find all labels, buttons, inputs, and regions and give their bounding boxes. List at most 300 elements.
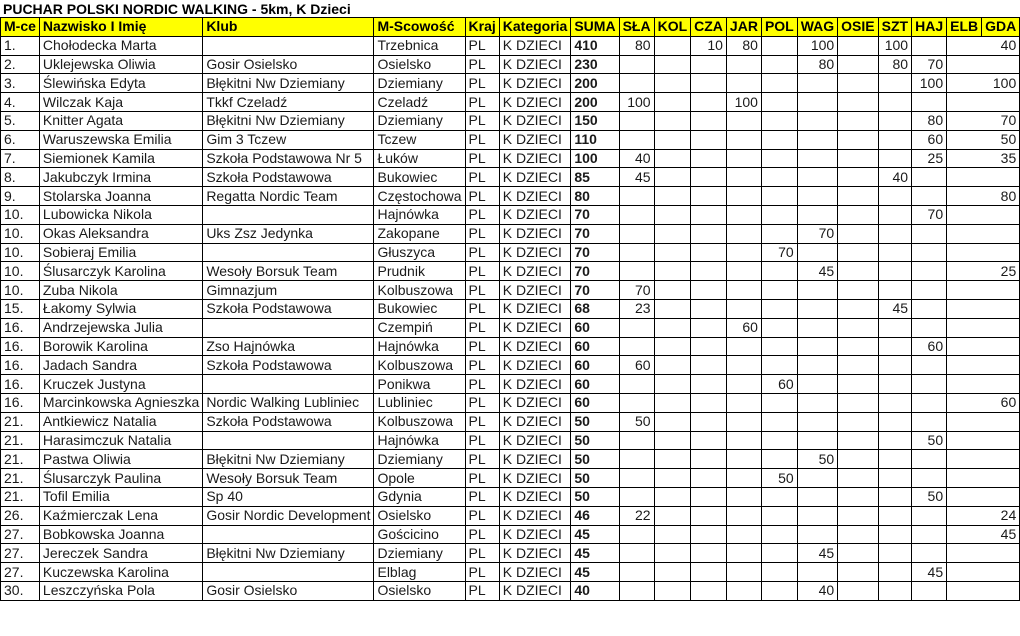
table-cell[interactable]: Waruszewska Emilia — [39, 130, 202, 149]
table-cell[interactable] — [619, 375, 654, 394]
table-cell[interactable] — [912, 544, 947, 563]
table-cell[interactable] — [838, 168, 878, 187]
table-cell[interactable]: 70 — [571, 224, 619, 243]
table-cell[interactable] — [912, 375, 947, 394]
table-cell[interactable]: K DZIECI — [499, 450, 571, 469]
table-cell[interactable] — [619, 450, 654, 469]
table-cell[interactable] — [726, 130, 761, 149]
table-cell[interactable]: Kolbuszowa — [374, 281, 465, 300]
table-cell[interactable]: PL — [465, 55, 499, 74]
table-cell[interactable]: 50 — [571, 487, 619, 506]
table-cell[interactable] — [947, 55, 1020, 74]
table-cell[interactable]: Gościcino — [374, 525, 465, 544]
table-cell[interactable] — [691, 55, 727, 74]
table-cell[interactable]: 60 — [912, 130, 947, 149]
table-cell[interactable] — [761, 224, 797, 243]
table-cell[interactable] — [912, 299, 947, 318]
table-cell[interactable] — [838, 487, 878, 506]
table-cell[interactable] — [878, 431, 911, 450]
table-cell[interactable] — [947, 168, 1020, 187]
table-cell[interactable] — [838, 525, 878, 544]
table-cell[interactable] — [761, 36, 797, 55]
table-cell[interactable] — [654, 375, 691, 394]
column-header[interactable]: POL — [761, 18, 797, 37]
table-cell[interactable] — [726, 563, 761, 582]
column-header[interactable]: Kraj — [465, 18, 499, 37]
table-cell[interactable]: 45 — [571, 563, 619, 582]
table-cell[interactable] — [838, 393, 878, 412]
table-cell[interactable]: 70 — [571, 205, 619, 224]
table-cell[interactable]: Knitter Agata — [39, 111, 202, 130]
table-cell[interactable]: 80 — [912, 111, 947, 130]
table-cell[interactable] — [878, 243, 911, 262]
table-cell[interactable] — [726, 262, 761, 281]
table-cell[interactable]: K DZIECI — [499, 299, 571, 318]
table-cell[interactable] — [838, 337, 878, 356]
table-cell[interactable] — [838, 469, 878, 488]
table-cell[interactable]: 80 — [797, 55, 837, 74]
table-cell[interactable] — [203, 36, 374, 55]
table-cell[interactable]: 60 — [619, 356, 654, 375]
table-cell[interactable] — [654, 563, 691, 582]
table-cell[interactable] — [878, 281, 911, 300]
table-cell[interactable] — [619, 337, 654, 356]
table-cell[interactable] — [838, 224, 878, 243]
table-cell[interactable]: K DZIECI — [499, 318, 571, 337]
table-cell[interactable] — [691, 205, 727, 224]
table-cell[interactable] — [878, 469, 911, 488]
table-cell[interactable]: 60 — [947, 393, 1020, 412]
table-cell[interactable]: Czeladź — [374, 93, 465, 112]
table-cell[interactable] — [654, 431, 691, 450]
table-cell[interactable] — [203, 243, 374, 262]
table-cell[interactable] — [838, 581, 878, 600]
table-cell[interactable] — [878, 544, 911, 563]
table-cell[interactable]: Gim 3 Tczew — [203, 130, 374, 149]
table-cell[interactable]: K DZIECI — [499, 224, 571, 243]
table-cell[interactable]: Wesoły Borsuk Team — [203, 469, 374, 488]
table-cell[interactable]: 45 — [878, 299, 911, 318]
table-cell[interactable] — [726, 55, 761, 74]
table-cell[interactable]: 85 — [571, 168, 619, 187]
table-cell[interactable] — [654, 544, 691, 563]
table-cell[interactable] — [797, 168, 837, 187]
table-cell[interactable] — [838, 544, 878, 563]
table-cell[interactable] — [878, 487, 911, 506]
table-cell[interactable]: 80 — [947, 187, 1020, 206]
table-cell[interactable] — [878, 506, 911, 525]
table-cell[interactable]: 60 — [571, 337, 619, 356]
table-cell[interactable] — [761, 450, 797, 469]
table-cell[interactable] — [797, 356, 837, 375]
column-header[interactable]: M-Scowość — [374, 18, 465, 37]
table-cell[interactable] — [761, 205, 797, 224]
table-cell[interactable] — [878, 450, 911, 469]
table-cell[interactable] — [761, 393, 797, 412]
table-cell[interactable]: K DZIECI — [499, 393, 571, 412]
table-cell[interactable]: 10. — [1, 205, 40, 224]
table-cell[interactable] — [761, 55, 797, 74]
table-cell[interactable]: Tofil Emilia — [39, 487, 202, 506]
table-cell[interactable]: 50 — [912, 487, 947, 506]
table-cell[interactable] — [878, 111, 911, 130]
table-cell[interactable] — [838, 74, 878, 93]
table-cell[interactable]: PL — [465, 356, 499, 375]
table-cell[interactable] — [912, 93, 947, 112]
table-cell[interactable] — [947, 281, 1020, 300]
table-cell[interactable] — [878, 187, 911, 206]
table-cell[interactable] — [838, 356, 878, 375]
table-cell[interactable]: Jakubczyk Irmina — [39, 168, 202, 187]
table-cell[interactable] — [691, 243, 727, 262]
table-cell[interactable]: Wesoły Borsuk Team — [203, 262, 374, 281]
table-cell[interactable] — [878, 375, 911, 394]
table-cell[interactable] — [691, 337, 727, 356]
table-cell[interactable] — [878, 393, 911, 412]
table-cell[interactable] — [654, 149, 691, 168]
table-cell[interactable]: 25 — [912, 149, 947, 168]
table-cell[interactable] — [619, 205, 654, 224]
table-cell[interactable]: Osielsko — [374, 581, 465, 600]
table-cell[interactable]: 70 — [571, 243, 619, 262]
table-cell[interactable] — [654, 318, 691, 337]
table-cell[interactable] — [761, 299, 797, 318]
table-cell[interactable]: 60 — [726, 318, 761, 337]
table-cell[interactable]: 50 — [571, 431, 619, 450]
table-cell[interactable] — [947, 450, 1020, 469]
table-cell[interactable] — [838, 93, 878, 112]
table-cell[interactable]: 46 — [571, 506, 619, 525]
table-cell[interactable]: Gimnazjum — [203, 281, 374, 300]
table-cell[interactable] — [947, 337, 1020, 356]
table-cell[interactable] — [838, 375, 878, 394]
table-cell[interactable] — [912, 393, 947, 412]
table-cell[interactable]: K DZIECI — [499, 356, 571, 375]
table-cell[interactable] — [691, 149, 727, 168]
table-cell[interactable] — [654, 224, 691, 243]
table-cell[interactable]: K DZIECI — [499, 431, 571, 450]
table-cell[interactable] — [654, 337, 691, 356]
table-cell[interactable] — [878, 525, 911, 544]
table-cell[interactable] — [726, 581, 761, 600]
table-cell[interactable]: 10. — [1, 224, 40, 243]
table-cell[interactable]: 50 — [619, 412, 654, 431]
table-cell[interactable]: 40 — [947, 36, 1020, 55]
table-cell[interactable]: 16. — [1, 375, 40, 394]
table-cell[interactable]: PL — [465, 506, 499, 525]
table-cell[interactable] — [726, 412, 761, 431]
table-cell[interactable] — [761, 356, 797, 375]
table-cell[interactable]: 21. — [1, 487, 40, 506]
table-cell[interactable] — [797, 337, 837, 356]
table-cell[interactable] — [691, 187, 727, 206]
table-cell[interactable]: Szkoła Podstawowa — [203, 299, 374, 318]
table-cell[interactable]: Lubowicka Nikola — [39, 205, 202, 224]
table-cell[interactable]: Błękitni Nw Dziemiany — [203, 74, 374, 93]
table-cell[interactable]: Częstochowa — [374, 187, 465, 206]
table-cell[interactable] — [654, 205, 691, 224]
column-header[interactable]: M-ce — [1, 18, 40, 37]
table-cell[interactable] — [912, 450, 947, 469]
table-cell[interactable] — [912, 168, 947, 187]
table-cell[interactable] — [912, 36, 947, 55]
table-cell[interactable]: 21. — [1, 469, 40, 488]
table-cell[interactable]: K DZIECI — [499, 130, 571, 149]
table-cell[interactable]: K DZIECI — [499, 74, 571, 93]
table-cell[interactable]: K DZIECI — [499, 337, 571, 356]
table-cell[interactable]: Pastwa Oliwia — [39, 450, 202, 469]
table-cell[interactable] — [654, 299, 691, 318]
table-cell[interactable]: Stolarska Joanna — [39, 187, 202, 206]
table-cell[interactable]: Antkiewicz Natalia — [39, 412, 202, 431]
table-cell[interactable]: Okas Aleksandra — [39, 224, 202, 243]
table-cell[interactable]: 16. — [1, 318, 40, 337]
table-cell[interactable] — [691, 450, 727, 469]
table-cell[interactable] — [947, 544, 1020, 563]
table-cell[interactable] — [878, 93, 911, 112]
table-cell[interactable]: PL — [465, 281, 499, 300]
table-cell[interactable]: PL — [465, 563, 499, 582]
table-cell[interactable] — [912, 525, 947, 544]
table-cell[interactable]: PL — [465, 318, 499, 337]
table-cell[interactable] — [691, 93, 727, 112]
table-cell[interactable] — [761, 506, 797, 525]
table-cell[interactable]: Dziemiany — [374, 544, 465, 563]
table-cell[interactable]: Bobkowska Joanna — [39, 525, 202, 544]
table-cell[interactable] — [619, 55, 654, 74]
table-cell[interactable] — [691, 299, 727, 318]
table-cell[interactable]: 40 — [619, 149, 654, 168]
table-cell[interactable]: Tczew — [374, 130, 465, 149]
table-cell[interactable] — [797, 130, 837, 149]
table-cell[interactable] — [912, 224, 947, 243]
table-cell[interactable]: Szkoła Podstawowa Nr 5 — [203, 149, 374, 168]
table-cell[interactable]: 45 — [797, 262, 837, 281]
table-cell[interactable] — [691, 506, 727, 525]
table-cell[interactable] — [726, 431, 761, 450]
table-cell[interactable]: Dziemiany — [374, 450, 465, 469]
column-header[interactable]: GDA — [982, 18, 1020, 37]
table-cell[interactable] — [691, 487, 727, 506]
table-cell[interactable]: 70 — [912, 55, 947, 74]
table-cell[interactable] — [878, 224, 911, 243]
table-cell[interactable] — [691, 356, 727, 375]
table-cell[interactable] — [912, 412, 947, 431]
table-cell[interactable] — [797, 205, 837, 224]
table-cell[interactable] — [947, 487, 1020, 506]
table-cell[interactable]: 27. — [1, 525, 40, 544]
table-cell[interactable] — [619, 130, 654, 149]
table-cell[interactable] — [654, 487, 691, 506]
table-cell[interactable]: K DZIECI — [499, 506, 571, 525]
table-cell[interactable]: Borowik Karolina — [39, 337, 202, 356]
table-cell[interactable]: K DZIECI — [499, 111, 571, 130]
table-cell[interactable]: K DZIECI — [499, 205, 571, 224]
table-cell[interactable] — [726, 205, 761, 224]
table-cell[interactable]: 100 — [619, 93, 654, 112]
table-cell[interactable] — [797, 318, 837, 337]
table-cell[interactable]: K DZIECI — [499, 187, 571, 206]
table-cell[interactable]: K DZIECI — [499, 262, 571, 281]
table-cell[interactable] — [619, 187, 654, 206]
table-cell[interactable] — [912, 262, 947, 281]
table-cell[interactable]: 21. — [1, 412, 40, 431]
table-cell[interactable] — [761, 581, 797, 600]
table-cell[interactable] — [761, 318, 797, 337]
table-cell[interactable] — [838, 205, 878, 224]
table-cell[interactable] — [838, 450, 878, 469]
table-cell[interactable]: K DZIECI — [499, 375, 571, 394]
table-cell[interactable]: 21. — [1, 431, 40, 450]
table-cell[interactable] — [726, 74, 761, 93]
table-cell[interactable] — [797, 506, 837, 525]
table-cell[interactable] — [947, 224, 1020, 243]
table-cell[interactable] — [726, 375, 761, 394]
table-cell[interactable] — [947, 431, 1020, 450]
table-cell[interactable]: Kaźmierczak Lena — [39, 506, 202, 525]
column-header[interactable]: KOL — [654, 18, 691, 37]
table-cell[interactable] — [797, 431, 837, 450]
table-cell[interactable]: 10. — [1, 262, 40, 281]
table-cell[interactable] — [947, 469, 1020, 488]
table-cell[interactable] — [797, 469, 837, 488]
table-cell[interactable]: 6. — [1, 130, 40, 149]
table-cell[interactable]: PL — [465, 337, 499, 356]
table-cell[interactable]: PL — [465, 412, 499, 431]
table-cell[interactable]: Ślusarczyk Karolina — [39, 262, 202, 281]
table-cell[interactable] — [654, 412, 691, 431]
table-cell[interactable]: K DZIECI — [499, 168, 571, 187]
table-cell[interactable] — [878, 356, 911, 375]
table-cell[interactable]: Ślewińska Edyta — [39, 74, 202, 93]
table-cell[interactable] — [838, 130, 878, 149]
table-cell[interactable]: 70 — [797, 224, 837, 243]
table-cell[interactable]: 5. — [1, 111, 40, 130]
table-cell[interactable]: Gosir Nordic Development — [203, 506, 374, 525]
table-cell[interactable]: Nordic Walking Lubliniec — [203, 393, 374, 412]
table-cell[interactable]: Hajnówka — [374, 431, 465, 450]
table-cell[interactable]: Hajnówka — [374, 337, 465, 356]
table-cell[interactable] — [691, 130, 727, 149]
table-cell[interactable]: 70 — [912, 205, 947, 224]
table-cell[interactable]: 200 — [571, 74, 619, 93]
table-cell[interactable]: Gosir Osielsko — [203, 581, 374, 600]
table-cell[interactable]: Błękitni Nw Dziemiany — [203, 544, 374, 563]
table-cell[interactable] — [654, 262, 691, 281]
table-cell[interactable]: PL — [465, 187, 499, 206]
table-cell[interactable]: 110 — [571, 130, 619, 149]
table-cell[interactable]: 40 — [878, 168, 911, 187]
table-cell[interactable] — [619, 74, 654, 93]
table-cell[interactable] — [726, 224, 761, 243]
table-cell[interactable] — [654, 36, 691, 55]
table-cell[interactable] — [838, 111, 878, 130]
table-cell[interactable]: Łakomy Sylwia — [39, 299, 202, 318]
table-cell[interactable] — [654, 581, 691, 600]
table-cell[interactable]: PL — [465, 544, 499, 563]
table-cell[interactable] — [726, 506, 761, 525]
table-cell[interactable]: Opole — [374, 469, 465, 488]
table-cell[interactable] — [761, 74, 797, 93]
table-cell[interactable] — [691, 525, 727, 544]
table-cell[interactable]: 22 — [619, 506, 654, 525]
table-cell[interactable] — [619, 563, 654, 582]
table-cell[interactable]: Zso Hajnówka — [203, 337, 374, 356]
table-cell[interactable]: 70 — [761, 243, 797, 262]
table-cell[interactable]: Jadach Sandra — [39, 356, 202, 375]
table-cell[interactable]: Trzebnica — [374, 36, 465, 55]
table-cell[interactable] — [691, 431, 727, 450]
column-header[interactable]: Kategoria — [499, 18, 571, 37]
table-cell[interactable]: Bukowiec — [374, 299, 465, 318]
table-cell[interactable] — [947, 412, 1020, 431]
table-cell[interactable] — [912, 356, 947, 375]
table-cell[interactable]: 50 — [571, 450, 619, 469]
table-cell[interactable] — [912, 187, 947, 206]
table-cell[interactable]: 9. — [1, 187, 40, 206]
table-cell[interactable]: 100 — [726, 93, 761, 112]
table-cell[interactable]: K DZIECI — [499, 243, 571, 262]
column-header[interactable]: WAG — [797, 18, 837, 37]
table-cell[interactable] — [691, 375, 727, 394]
table-cell[interactable]: PL — [465, 393, 499, 412]
table-cell[interactable] — [654, 243, 691, 262]
table-cell[interactable] — [654, 187, 691, 206]
table-cell[interactable] — [912, 243, 947, 262]
table-cell[interactable]: PL — [465, 299, 499, 318]
table-cell[interactable] — [947, 299, 1020, 318]
table-cell[interactable] — [619, 544, 654, 563]
table-cell[interactable] — [797, 412, 837, 431]
table-cell[interactable] — [691, 111, 727, 130]
table-cell[interactable]: Szkoła Podstawowa — [203, 356, 374, 375]
table-cell[interactable]: 15. — [1, 299, 40, 318]
table-cell[interactable] — [838, 431, 878, 450]
table-cell[interactable]: PL — [465, 262, 499, 281]
table-cell[interactable] — [691, 581, 727, 600]
column-header[interactable]: SŁA — [619, 18, 654, 37]
table-cell[interactable] — [797, 111, 837, 130]
table-cell[interactable]: PL — [465, 149, 499, 168]
table-cell[interactable]: 50 — [761, 469, 797, 488]
table-cell[interactable] — [691, 393, 727, 412]
table-cell[interactable]: 24 — [947, 506, 1020, 525]
table-cell[interactable]: Wilczak Kaja — [39, 93, 202, 112]
table-cell[interactable]: 50 — [571, 412, 619, 431]
table-cell[interactable] — [761, 149, 797, 168]
table-cell[interactable]: 45 — [947, 525, 1020, 544]
table-cell[interactable]: 16. — [1, 356, 40, 375]
table-cell[interactable]: PL — [465, 168, 499, 187]
table-cell[interactable]: Błękitni Nw Dziemiany — [203, 111, 374, 130]
table-cell[interactable]: Hajnówka — [374, 205, 465, 224]
table-cell[interactable] — [654, 74, 691, 93]
table-cell[interactable]: Jereczek Sandra — [39, 544, 202, 563]
table-cell[interactable]: PL — [465, 487, 499, 506]
table-cell[interactable] — [797, 375, 837, 394]
table-cell[interactable]: Lubliniec — [374, 393, 465, 412]
table-cell[interactable] — [726, 187, 761, 206]
table-cell[interactable]: Bukowiec — [374, 168, 465, 187]
table-cell[interactable] — [726, 111, 761, 130]
column-header[interactable]: OSIE — [838, 18, 878, 37]
table-cell[interactable]: K DZIECI — [499, 149, 571, 168]
table-cell[interactable]: Leszczyńska Pola — [39, 581, 202, 600]
table-cell[interactable]: Kruczek Justyna — [39, 375, 202, 394]
table-cell[interactable]: 21. — [1, 450, 40, 469]
table-cell[interactable] — [726, 243, 761, 262]
table-cell[interactable]: 410 — [571, 36, 619, 55]
